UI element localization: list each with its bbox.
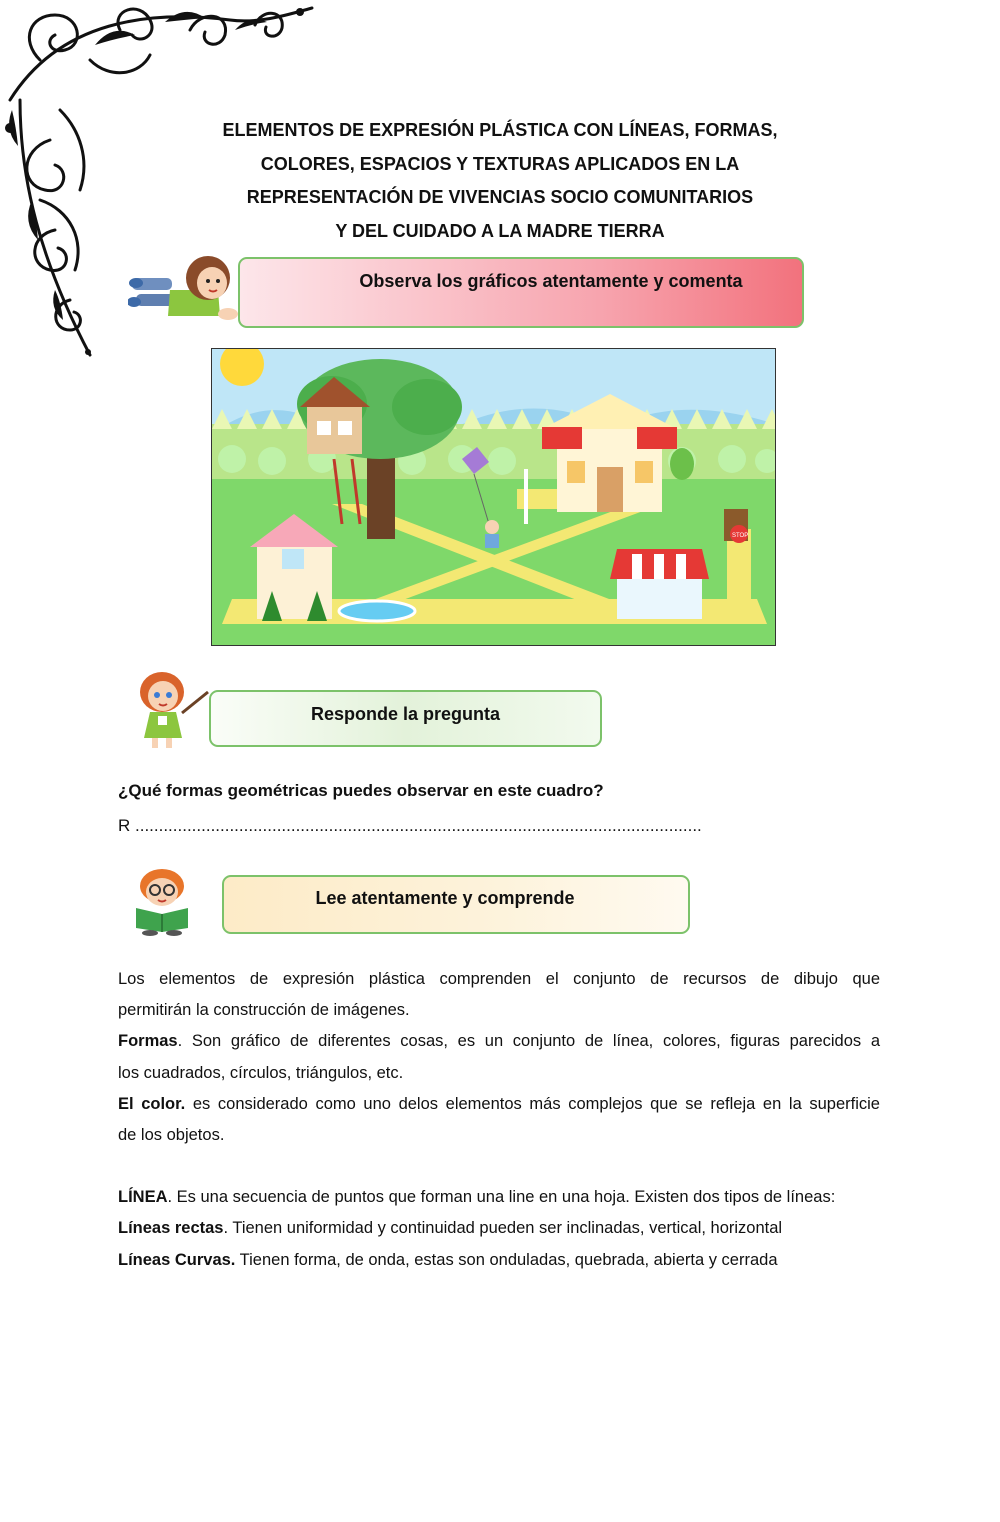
title-line-2: COLORES, ESPACIOS Y TEXTURAS APLICADOS EN LA	[260, 153, 740, 174]
girl-lying-illustration	[128, 250, 238, 328]
color-line-2: de los objetos.	[118, 1126, 225, 1145]
intro-line-2: permitirán la construcción de imágenes.	[118, 1001, 410, 1020]
rectas-label: Líneas rectas	[118, 1219, 224, 1238]
title-line-1: ELEMENTOS DE EXPRESIÓN PLÁSTICA CON LÍNEAS, FORMAS,	[222, 120, 778, 140]
body-text	[118, 964, 880, 1276]
stop-sign-text: STOP	[732, 533, 749, 539]
linea-text: . Es una secuencia de puntos que forman una line en una hoja. Existen dos tipos de líneas:	[167, 1188, 836, 1207]
curvas-label: Líneas Curvas.	[118, 1250, 236, 1269]
linea-label: LÍNEA	[118, 1188, 168, 1207]
read-banner	[222, 875, 690, 934]
title-line-3: REPRESENTACIÓN DE VIVENCIAS SOCIO COMUNITARIOS	[246, 187, 754, 207]
formas-line-1: . Son gráfico de diferentes cosas, es un conjunto de línea, colores, figuras parecidos a	[177, 1032, 880, 1051]
rectas-text: . Tienen uniformidad y continuidad pueden ser inclinadas, vertical, horizontal	[223, 1219, 783, 1238]
respond-banner-label: Responde la pregunta	[310, 704, 501, 724]
formas-label: Formas	[118, 1032, 178, 1051]
village-scene-illustration	[211, 348, 776, 646]
formas-line-2: los cuadrados, círculos, triángulos, etc.	[118, 1063, 404, 1082]
observe-banner	[238, 257, 804, 328]
color-paragraph	[118, 1089, 880, 1120]
color-line-1: es considerado como uno delos elementos más complejos que se refleja en la superficie	[185, 1094, 880, 1113]
teacher-girl-illustration	[132, 668, 212, 752]
title-line-4: Y DEL CUIDADO A LA MADRE TIERRA	[335, 220, 665, 241]
boy-reading-illustration	[130, 866, 196, 936]
answer-line: R ........................................................................................................................	[118, 816, 702, 835]
question-text: ¿Qué formas geométricas puedes observar en este cuadro?	[118, 781, 604, 800]
observe-banner-label: Observa los gráficos atentamente y comenta	[359, 271, 743, 291]
document-title	[120, 114, 880, 248]
rectas-paragraph	[118, 1213, 880, 1244]
formas-paragraph	[118, 1026, 880, 1057]
read-banner-label: Lee atentamente y comprende	[315, 888, 575, 908]
linea-paragraph	[118, 1182, 880, 1213]
color-label: El color.	[118, 1094, 186, 1113]
intro-line-1: Los elementos de expresión plástica comprenden el conjunto de recursos de dibujo que	[118, 970, 880, 988]
respond-banner	[209, 690, 602, 747]
curvas-paragraph	[118, 1245, 880, 1276]
curvas-text: Tienen forma, de onda, estas son onduladas, quebrada, abierta y cerrada	[235, 1250, 778, 1269]
